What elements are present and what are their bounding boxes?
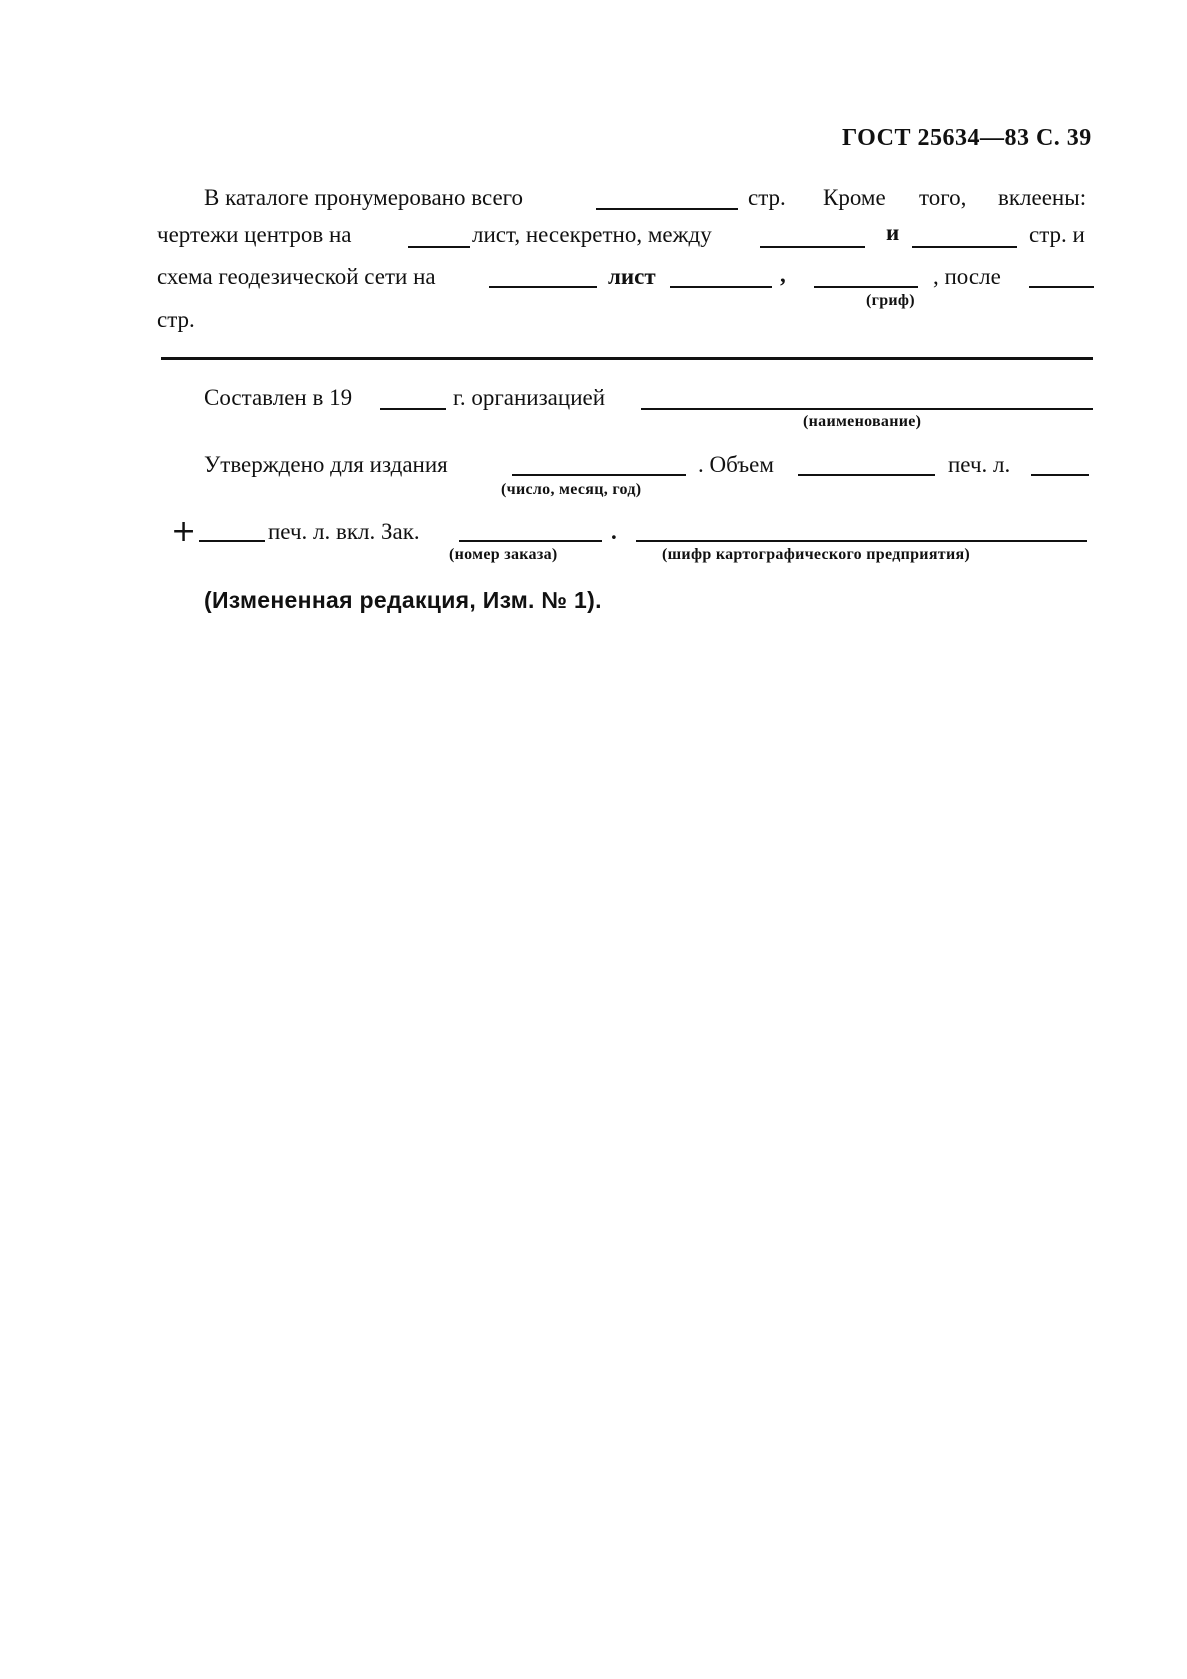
- blank-enterprise-cipher[interactable]: [636, 540, 1087, 542]
- caption-order-number: (номер заказа): [449, 546, 558, 563]
- catalog-text-9: стр. и: [1029, 222, 1085, 247]
- catalog-text-7: лист, несекретно, между: [472, 222, 712, 247]
- catalog-text-14: стр.: [157, 307, 195, 332]
- section-separator: [161, 357, 1093, 360]
- blank-between-from[interactable]: [760, 246, 865, 248]
- blank-between-to[interactable]: [912, 246, 1017, 248]
- blank-grif[interactable]: [814, 286, 918, 288]
- blank-year[interactable]: [380, 408, 446, 410]
- approved-volume-label: . Объем: [698, 452, 774, 477]
- blank-included-sheets[interactable]: [199, 540, 265, 542]
- blank-total-pages[interactable]: [596, 208, 738, 210]
- compiled-suffix: г. организацией: [453, 385, 606, 410]
- catalog-text-5: вклеены:: [998, 185, 1087, 210]
- caption-organization: (наименование): [803, 413, 922, 430]
- blank-approval-date[interactable]: [512, 474, 686, 476]
- catalog-text-11: лист: [608, 264, 656, 289]
- caption-approval-date: (число, месяц, год): [501, 481, 642, 498]
- page-header: ГОСТ 25634—83 С. 39: [842, 125, 1092, 151]
- blank-volume[interactable]: [798, 474, 935, 476]
- catalog-text-1: В каталоге пронумеровано всего: [204, 185, 524, 210]
- catalog-text-4: того,: [919, 185, 967, 210]
- blank-scheme-sheets[interactable]: [489, 286, 597, 288]
- catalog-text-13: , после: [933, 264, 1001, 289]
- catalog-text-10: схема геодезической сети на: [157, 264, 436, 289]
- catalog-text-8: и: [886, 220, 900, 245]
- catalog-text-2: стр.: [748, 185, 786, 210]
- plus-sign: +: [171, 514, 197, 549]
- blank-volume-extra[interactable]: [1031, 474, 1089, 476]
- order-text: печ. л. вкл. Зак.: [268, 519, 420, 544]
- approved-prefix: Утверждено для издания: [204, 452, 448, 477]
- blank-order-number[interactable]: [459, 540, 602, 542]
- blank-after-page[interactable]: [1029, 286, 1094, 288]
- catalog-text-3: Кроме: [823, 185, 886, 210]
- caption-grif: (гриф): [866, 292, 915, 309]
- catalog-text-12: ,: [780, 262, 786, 287]
- blank-drawings-sheets[interactable]: [408, 246, 470, 248]
- order-separator: .: [611, 519, 617, 544]
- compiled-prefix: Составлен в 19: [204, 385, 353, 410]
- catalog-text-6: чертежи центров на: [157, 222, 352, 247]
- approved-unit: печ. л.: [948, 452, 1011, 477]
- blank-organization[interactable]: [641, 408, 1093, 410]
- amendment-note: (Измененная редакция, Изм. № 1).: [204, 587, 602, 613]
- blank-scheme-classification[interactable]: [670, 286, 772, 288]
- caption-enterprise-cipher: (шифр картографического предприятия): [662, 546, 971, 563]
